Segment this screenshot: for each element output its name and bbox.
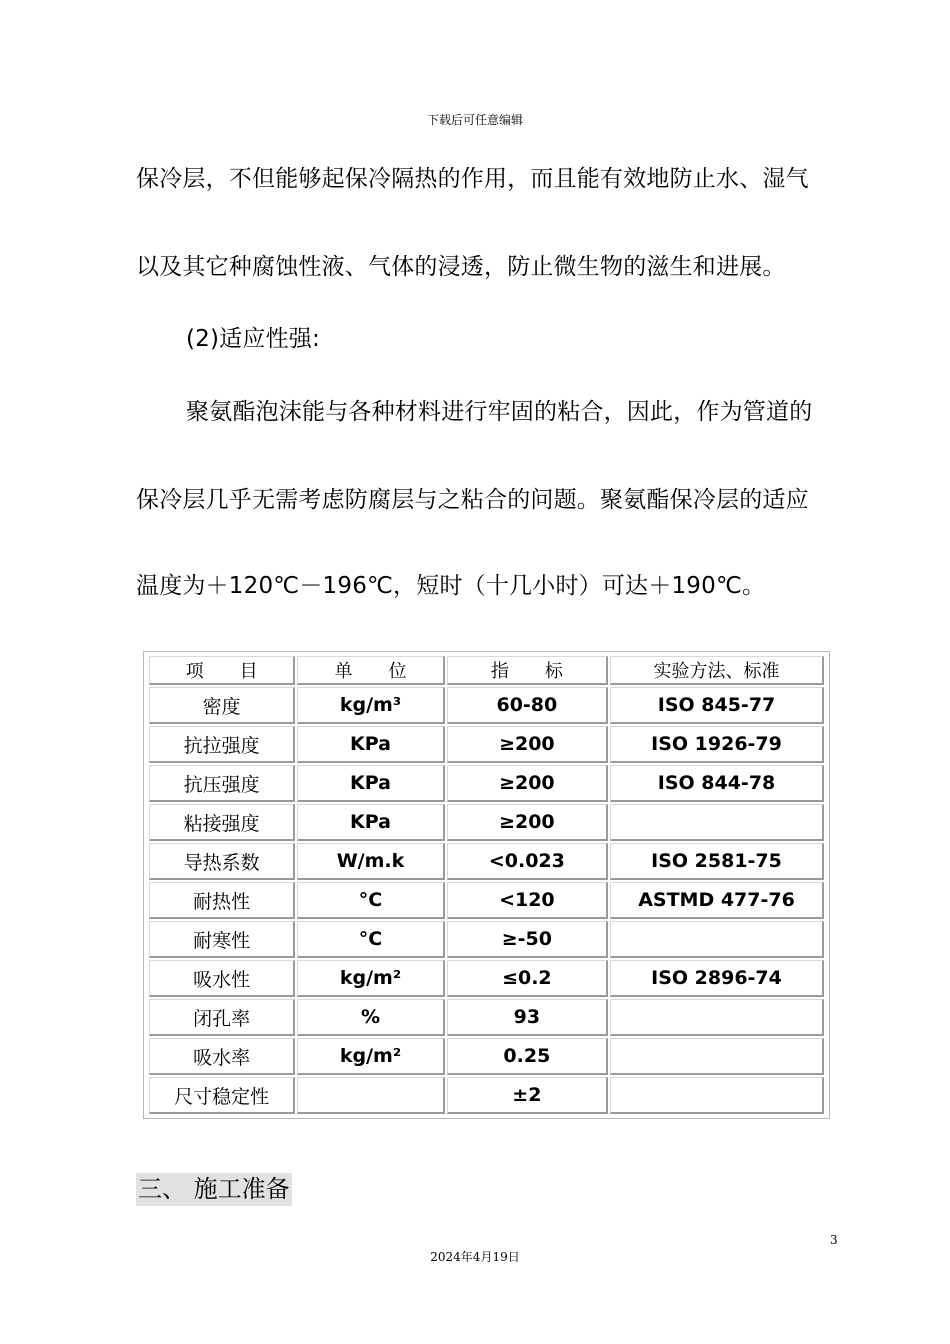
- body-paragraph-line: 保冷层，不但能够起保冷隔热的作用，而且能有效地防止水、湿气: [136, 166, 809, 192]
- table-row: [149, 804, 824, 841]
- page-header: 下载后可任意编辑: [426, 113, 523, 127]
- table-row: [149, 1077, 824, 1114]
- cell-unit: %: [297, 999, 444, 1036]
- cell-value: ≥-50: [447, 921, 608, 958]
- cell-method: ISO 845-77: [610, 687, 824, 724]
- header-method: 实验方法、标准: [610, 656, 824, 685]
- cell-unit: [297, 1077, 444, 1114]
- header-item: 项 目: [149, 656, 295, 685]
- cell-method: ISO 844-78: [610, 765, 824, 802]
- cell-method: ISO 1926-79: [610, 726, 824, 763]
- cell-item: 闭孔率: [149, 999, 295, 1036]
- cell-item: 粘接强度: [149, 804, 295, 841]
- cell-value: 93: [447, 999, 608, 1036]
- footer-date: 2024年4月19日: [430, 1250, 520, 1264]
- body-paragraph-line: 温度为＋120℃－196℃，短时（十几小时）可达＋190℃。: [136, 573, 766, 599]
- body-paragraph-line: 保冷层几乎无需考虑防腐层与之粘合的问题。聚氨酯保冷层的适应: [136, 487, 809, 513]
- cell-unit: W/m.k: [297, 843, 444, 880]
- cell-item: 抗拉强度: [149, 726, 295, 763]
- cell-item: 耐寒性: [149, 921, 295, 958]
- table-row: [149, 765, 824, 802]
- cell-value: ±2: [447, 1077, 608, 1114]
- cell-value: 60-80: [447, 687, 608, 724]
- body-paragraph-line: 以及其它种腐蚀性液、气体的浸透，防止微生物的滋生和进展。: [136, 254, 786, 280]
- section-heading: 三、 施工准备: [136, 1173, 292, 1206]
- table-row: [149, 882, 824, 919]
- cell-value: 0.25: [447, 1038, 608, 1075]
- cell-unit: KPa: [297, 765, 444, 802]
- subheading-adaptability: (2)适应性强:: [186, 326, 320, 352]
- cell-unit: kg/m²: [297, 1038, 444, 1075]
- cell-method: [610, 1038, 824, 1075]
- page-number: 3: [830, 1233, 838, 1247]
- header-unit: 单 位: [297, 656, 444, 685]
- body-paragraph-line: 聚氨酯泡沫能与各种材料进行牢固的粘合，因此，作为管道的: [186, 399, 813, 425]
- cell-method: [610, 804, 824, 841]
- table-row: [149, 1038, 824, 1075]
- table-row: [149, 687, 824, 724]
- table-header-row: [149, 656, 824, 685]
- cell-value: ≤0.2: [447, 960, 608, 997]
- table-row: [149, 960, 824, 997]
- cell-method: [610, 999, 824, 1036]
- cell-unit: kg/m²: [297, 960, 444, 997]
- cell-method: ASTMD 477-76: [610, 882, 824, 919]
- cell-value: ≥200: [447, 726, 608, 763]
- cell-value: <0.023: [447, 843, 608, 880]
- cell-value: ≥200: [447, 765, 608, 802]
- cell-item: 导热系数: [149, 843, 295, 880]
- cell-method: ISO 2581-75: [610, 843, 824, 880]
- cell-unit: °C: [297, 882, 444, 919]
- cell-unit: kg/m³: [297, 687, 444, 724]
- table-row: [149, 843, 824, 880]
- cell-value: <120: [447, 882, 608, 919]
- cell-unit: KPa: [297, 804, 444, 841]
- table-row: [149, 726, 824, 763]
- cell-item: 吸水性: [149, 960, 295, 997]
- cell-item: 耐热性: [149, 882, 295, 919]
- cell-item: 尺寸稳定性: [149, 1077, 295, 1114]
- header-value: 指 标: [447, 656, 608, 685]
- cell-method: [610, 1077, 824, 1114]
- table-row: [149, 999, 824, 1036]
- cell-method: ISO 2896-74: [610, 960, 824, 997]
- cell-method: [610, 921, 824, 958]
- cell-value: ≥200: [447, 804, 608, 841]
- cell-item: 吸水率: [149, 1038, 295, 1075]
- cell-unit: °C: [297, 921, 444, 958]
- cell-item: 抗压强度: [149, 765, 295, 802]
- properties-table: [143, 651, 830, 1119]
- table-row: [149, 921, 824, 958]
- cell-item: 密度: [149, 687, 295, 724]
- cell-unit: KPa: [297, 726, 444, 763]
